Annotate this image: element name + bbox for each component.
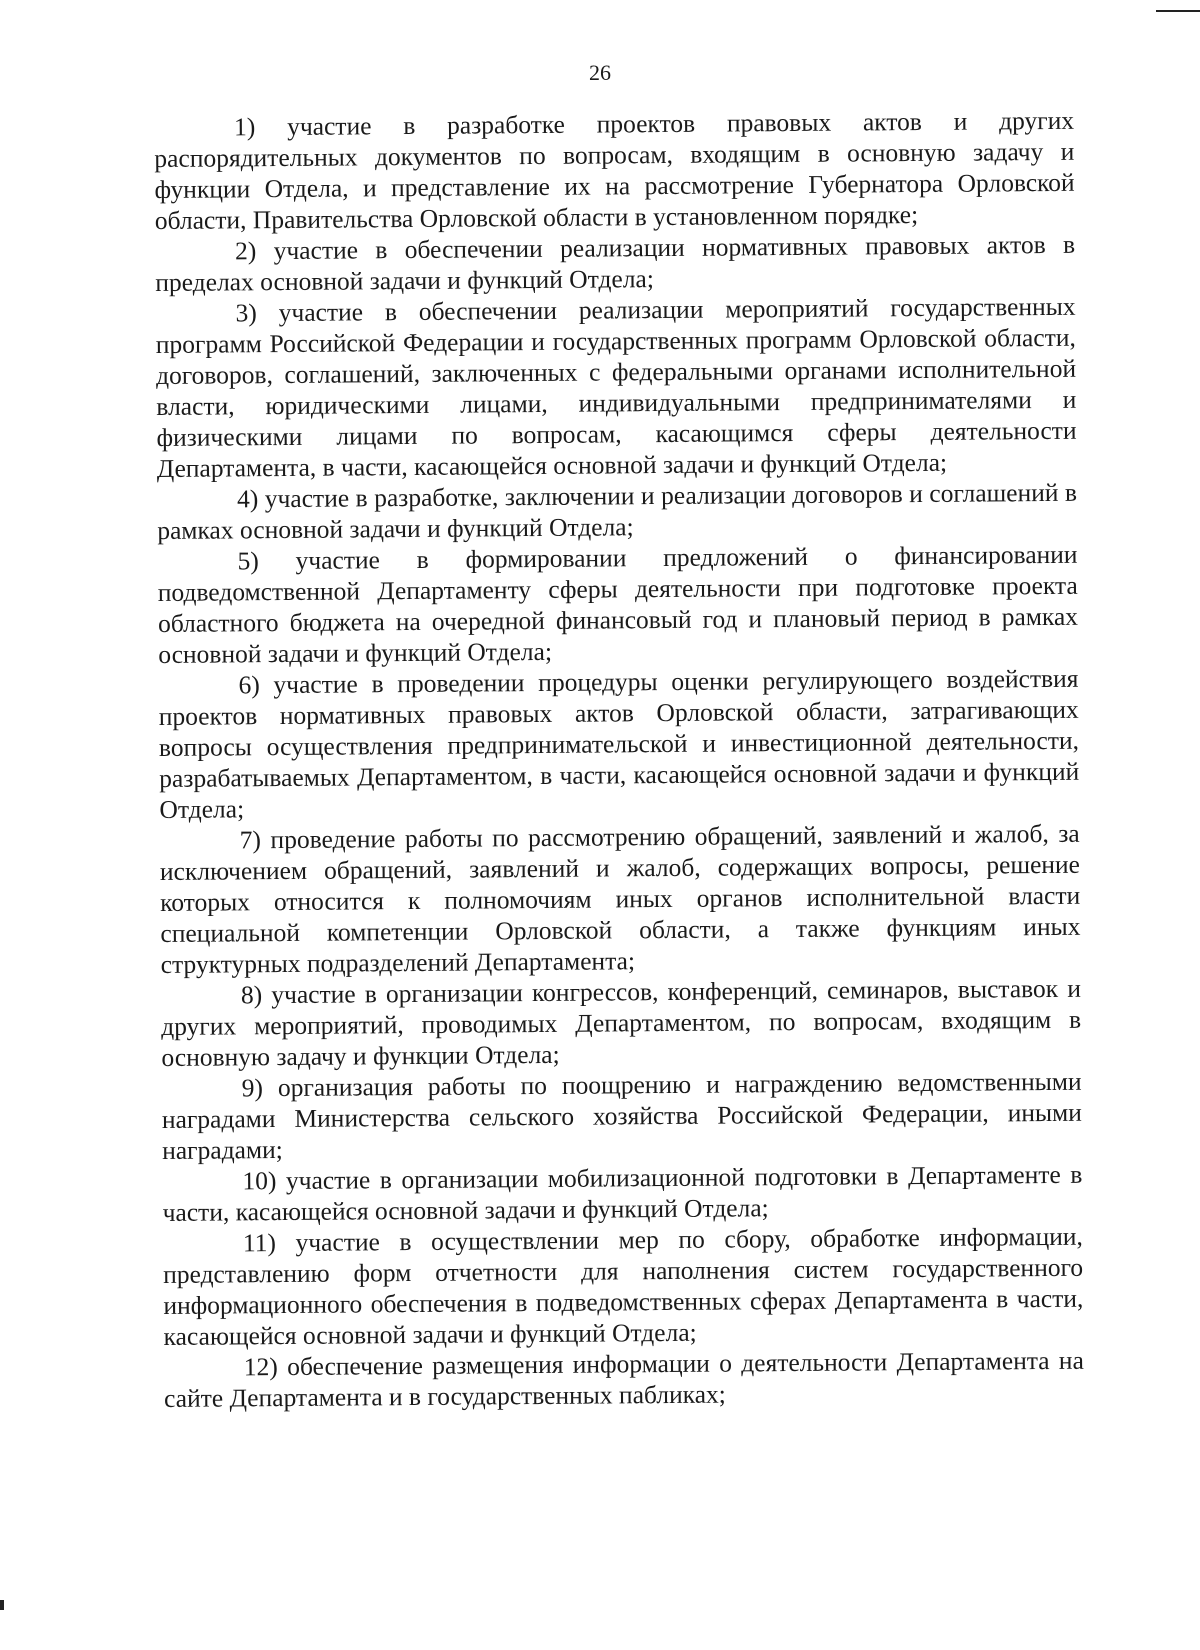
- list-item: 10) участие в организации мобилизационной подготовки в Департаменте в части, касающейся основной задачи и функций Отдела;: [162, 1159, 1083, 1227]
- list-item: 9) организация работы по поощрению и награждению ведомственными наградами Министерства сельского хозяйства Российской Федерации, иными наградами;: [161, 1066, 1082, 1165]
- scan-artifact: [0, 1600, 4, 1610]
- page-number: 26: [589, 60, 611, 85]
- document-body: [154, 105, 1084, 1414]
- list-item: 2) участие в обеспечении реализации нормативных правовых актов в пределах основной задачи и функций Отдела;: [155, 229, 1076, 297]
- scan-edge-mark: [1156, 0, 1200, 12]
- list-item: 1) участие в разработке проектов правовых актов и других распорядительных документов по вопросам, входящим в основную задачу и функции Отдела, и представление их на рассмотрение Губернатора Орловской области, Правительства Орловской области в установленном порядке;: [154, 105, 1075, 235]
- list-item: 4) участие в разработке, заключении и реализации договоров и соглашений в рамках основной задачи и функций Отдела;: [157, 477, 1078, 545]
- list-item: 3) участие в обеспечении реализации мероприятий государственных программ Российской Федерации и государственных программ Орловской области, договоров, соглашений, заключенных с федеральными органами исполнительной власти, юридическими лицами, индивидуальными предпринимателями и физическими лицами по вопросам, касающимся сферы деятельности Департамента, в части, касающейся основной задачи и функций Отдела;: [155, 291, 1077, 483]
- list-item: 6) участие в проведении процедуры оценки регулирующего воздействия проектов нормативных правовых актов Орловской области, затрагивающих вопросы осуществления предпринимательской и инвестиционной деятельности, разрабатываемых Департаментом, в части, касающейся основной задачи и функций Отдела;: [158, 663, 1080, 824]
- list-item: 11) участие в осуществлении мер по сбору, обработке информации, представлению форм отчетности для наполнения систем государственного информационного обеспечения в подведомственных сферах Департамента в части, касающейся основной задачи и функций Отдела;: [163, 1221, 1084, 1351]
- list-item: 7) проведение работы по рассмотрению обращений, заявлений и жалоб, за исключением обращений, заявлений и жалоб, содержащих вопросы, решение которых относится к полномочиям иных органов исполнительной власти специальной компетенции Орловской области, а также функциям иных структурных подразделений Департамента;: [159, 818, 1081, 979]
- list-item: 5) участие в формировании предложений о финансировании подведомственной Департаменту сферы деятельности при подготовке проекта областного бюджета на очередной финансовый год и плановый период в рамках основной задачи и функций Отдела;: [157, 539, 1079, 669]
- list-item: 12) обеспечение размещения информации о деятельности Департамента на сайте Департамента и в государственных пабликах;: [163, 1345, 1084, 1413]
- list-item: 8) участие в организации конгрессов, конференций, семинаров, выставок и других мероприятий, проводимых Департаментом, по вопросам, входящим в основную задачу и функции Отдела;: [161, 973, 1082, 1072]
